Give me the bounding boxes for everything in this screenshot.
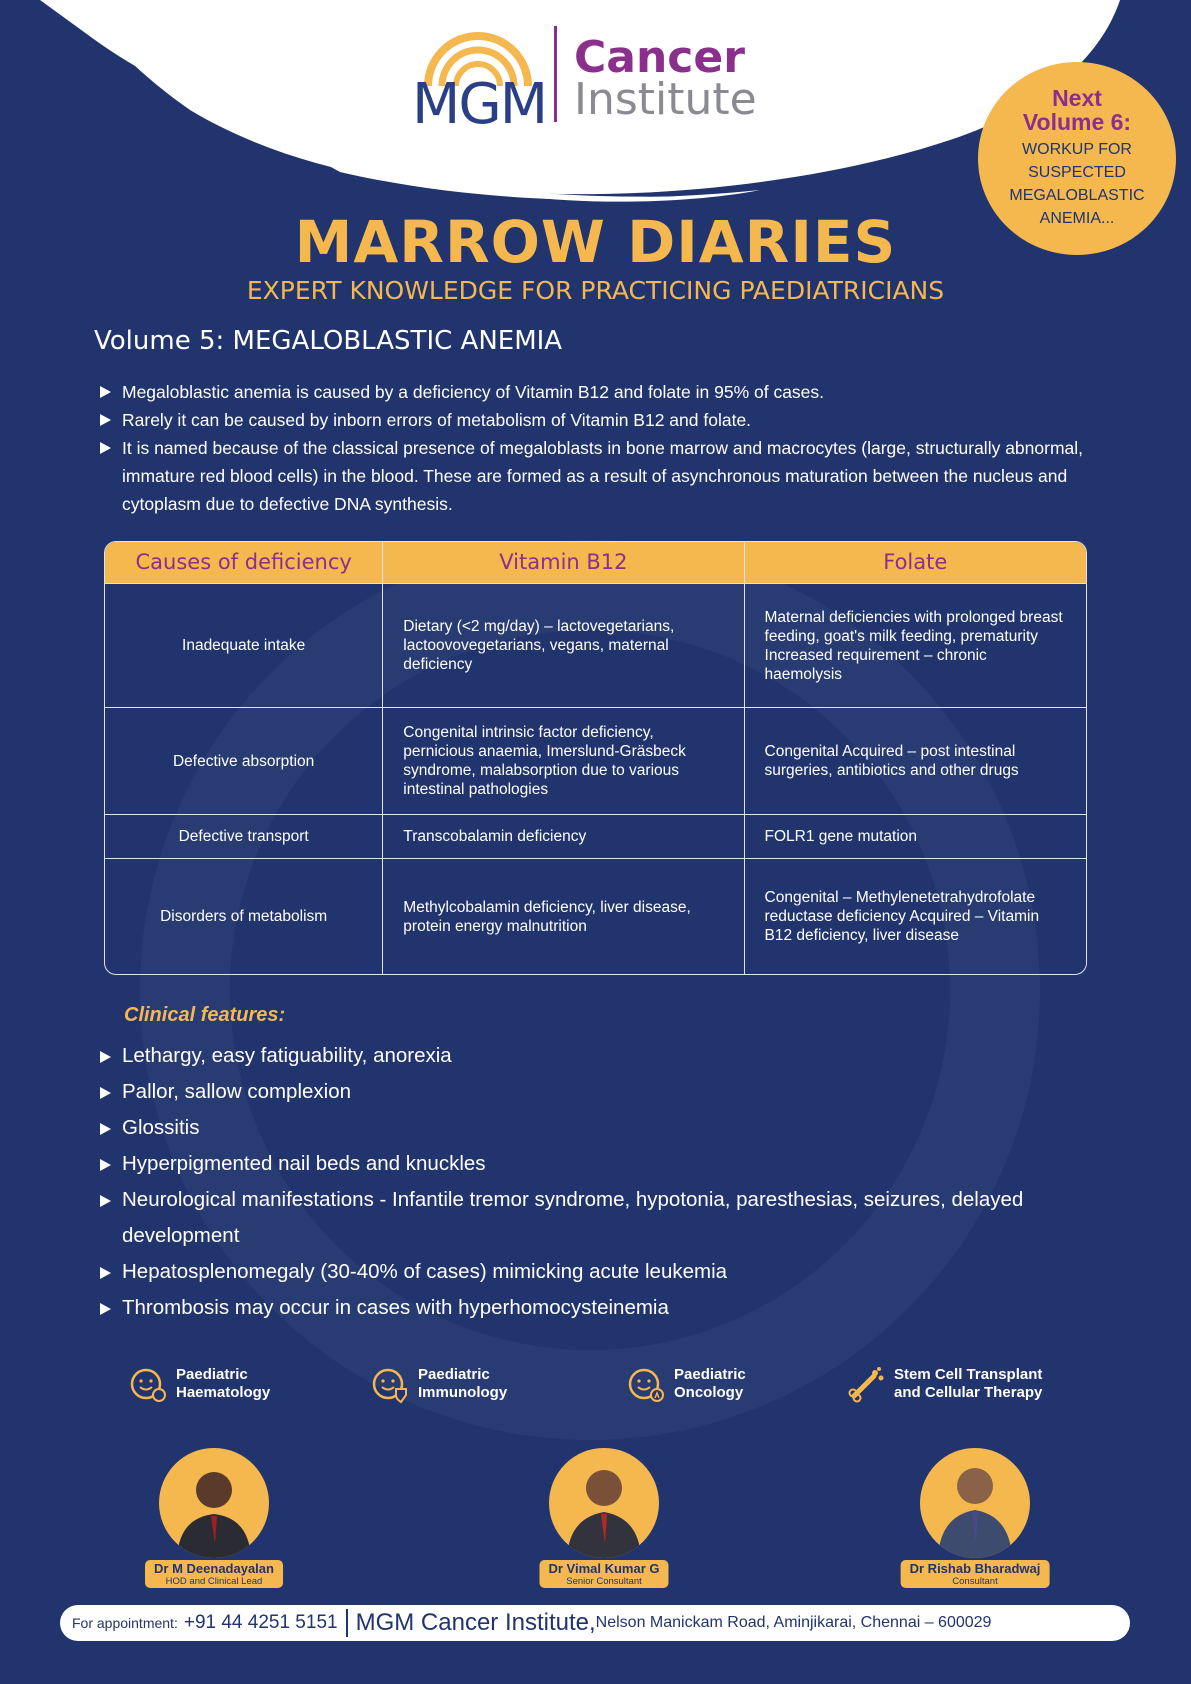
b12-cell: Congenital intrinsic factor deficiency, pernicious anaemia, Imerslund-Gräsbeck syndrome, malabsorption due to various intestinal pathologies [383, 707, 744, 814]
appointment-phone[interactable]: +91 44 4251 5151 [183, 1612, 338, 1633]
table-header-row [105, 542, 1086, 583]
footer-org: MGM Cancer Institute, [355, 1609, 596, 1636]
baby-face-icon [128, 1364, 168, 1404]
header-vitamin-b12: Vitamin B12 [383, 542, 744, 583]
doctor-portrait-icon [159, 1448, 269, 1558]
baby-ribbon-icon [626, 1364, 666, 1404]
clinical-point: Hyperpigmented nail beds and knuckles [100, 1146, 1100, 1182]
footer-divider [346, 1609, 348, 1637]
specialty-label: Stem Cell Transplant and Cellular Therapy [894, 1366, 1043, 1401]
clinical-point: Thrombosis may occur in cases with hyperhomocysteinemia [100, 1290, 1100, 1326]
specialty-label: Paediatric Haematology [176, 1366, 271, 1401]
clinical-point: Glossitis [100, 1110, 1100, 1146]
clinical-point: Pallor, sallow complexion [100, 1074, 1100, 1110]
doctor-card-2 [519, 1448, 689, 1587]
header-folate: Folate [745, 542, 1086, 583]
doctor-name: Dr Vimal Kumar G [548, 1561, 660, 1576]
doctor-role: Consultant [952, 1576, 998, 1587]
doctor-name: Dr Rishab Bharadwaj [909, 1561, 1041, 1576]
bone-cell-icon [846, 1364, 886, 1404]
volume-heading: Volume 5: MEGALOBLASTIC ANEMIA [94, 326, 563, 356]
logo-brand: MGM [412, 72, 547, 137]
doctor-name-tag [539, 1560, 668, 1588]
next-volume-title1: Next [1052, 85, 1102, 111]
specialty-label: Paediatric Oncology [674, 1366, 746, 1401]
specialty-label: Paediatric Immunology [418, 1366, 508, 1401]
logo-line1: Cancer [574, 32, 745, 83]
clinical-point: Neurological manifestations - Infantile tremor syndrome, hypotonia, paresthesias, seizures, delayed development [100, 1182, 1100, 1254]
intro-point: Megaloblastic anemia is caused by a deficiency of Vitamin B12 and folate in 95% of cases. [100, 378, 1100, 406]
baby-shield-icon [370, 1364, 410, 1404]
cause-cell: Defective absorption [105, 707, 383, 814]
doctor-name-tag [145, 1560, 283, 1588]
doctor-portrait-icon [549, 1448, 659, 1558]
clinical-features-list [100, 1038, 1100, 1326]
b12-cell: Methylcobalamin deficiency, liver disease, protein energy malnutrition [383, 858, 744, 974]
mgm-cancer-institute-logo [410, 22, 780, 137]
clinical-point: Hepatosplenomegaly (30-40% of cases) mimicking acute leukemia [100, 1254, 1100, 1290]
doctor-role: HOD and Clinical Lead [165, 1576, 263, 1587]
logo-divider [554, 26, 557, 122]
intro-point: It is named because of the classical presence of megaloblasts in bone marrow and macrocytes (large, structurally abnormal, immature red blood cells) in the blood. These are formed as a result of asynchronous maturation between the nucleus and cytoplasm due to defective DNA synthesis. [100, 434, 1100, 518]
b12-cell: Transcobalamin deficiency [383, 814, 744, 858]
specialty-haematology [128, 1364, 270, 1404]
clinical-point: Lethargy, easy fatiguability, anorexia [100, 1038, 1100, 1074]
folate-cell: FOLR1 gene mutation [745, 814, 1086, 858]
folate-cell: Congenital Acquired – post intestinal surgeries, antibiotics and other drugs [745, 707, 1086, 814]
folate-cell: Congenital – Methylenetetrahydrofolate reductase deficiency Acquired – Vitamin B12 deficiency, liver disease [745, 858, 1086, 974]
doctor-portrait-icon [920, 1448, 1030, 1558]
cause-cell: Inadequate intake [105, 583, 383, 707]
doctor-role: Senior Consultant [566, 1576, 642, 1587]
logo-line2: Institute [574, 74, 757, 125]
doctor-photo [159, 1448, 269, 1558]
specialty-stem-cell [846, 1364, 1042, 1404]
clinical-features-title: Clinical features: [124, 1004, 286, 1026]
doctor-photo [549, 1448, 659, 1558]
doctor-card-1 [129, 1448, 299, 1587]
intro-point: Rarely it can be caused by inborn errors of metabolism of Vitamin B12 and folate. [100, 406, 1100, 434]
specialty-immunology [370, 1364, 507, 1404]
intro-list [100, 378, 1100, 518]
table-row [105, 858, 1086, 974]
cause-cell: Disorders of metabolism [105, 858, 383, 974]
doctor-name: Dr M Deenadayalan [154, 1561, 274, 1576]
footer-address: Nelson Manickam Road, Aminjikarai, Chennai – 600029 [595, 1614, 992, 1631]
next-volume-title2: Volume 6: [1022, 109, 1132, 135]
header-causes: Causes of deficiency [105, 542, 383, 583]
table-row [105, 814, 1086, 858]
deficiency-causes-table [104, 541, 1087, 975]
doctor-name-tag [901, 1560, 1050, 1588]
doctor-photo [920, 1448, 1030, 1558]
page-subtitle: EXPERT KNOWLEDGE FOR PRACTICING PAEDIATRICIANS [246, 276, 945, 305]
doctor-card-3 [890, 1448, 1060, 1587]
specialty-oncology [626, 1364, 746, 1404]
b12-cell: Dietary (<2 mg/day) – lactovegetarians, lactoovovegetarians, vegans, maternal deficiency [383, 583, 744, 707]
table-row [105, 707, 1086, 814]
appointment-label: For appointment: [72, 1615, 178, 1631]
table-row [105, 583, 1086, 707]
folate-cell: Maternal deficiencies with prolonged breast feeding, goat's milk feeding, prematurity Increased requirement – chronic haemolysis [745, 583, 1086, 707]
appointment-footer [60, 1605, 1130, 1641]
cause-cell: Defective transport [105, 814, 383, 858]
next-volume-subtitle: WORKUP FOR SUSPECTED MEGALOBLASTIC ANEMIA... [1009, 141, 1145, 227]
page-title: MARROW DIARIES [294, 208, 897, 276]
